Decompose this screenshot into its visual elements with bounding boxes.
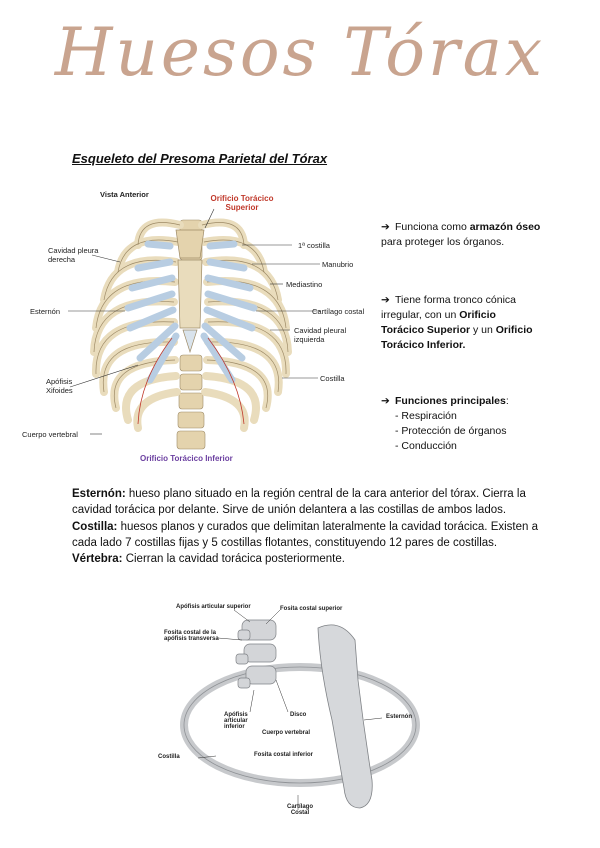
superior-articular-process-label: Apófisis articular superior xyxy=(176,604,251,610)
right-pleural-cavity-label: Cavidad pleura derecha xyxy=(48,246,99,264)
mediastinum-label: Mediastino xyxy=(286,280,323,289)
rib-articulation-figure xyxy=(150,600,450,825)
function-item: - Protección de órganos xyxy=(395,425,507,437)
xiphoid-process-label: Apófisis Xifoides xyxy=(46,377,73,395)
point-funciones: ➔ Funciones principales: - Respiración - Protección de órganos - Conducción xyxy=(381,394,541,454)
transverse-costal-facet-label: Fosita costal de la apófisis transversa xyxy=(164,630,219,642)
rib-label: Costilla xyxy=(158,754,180,760)
disc-label: Disco xyxy=(290,712,307,718)
inferior-articular-process-label: Apófisis articular inferior xyxy=(224,712,248,730)
rib-ring xyxy=(184,667,416,783)
sternum-definition: Esternón: hueso plano situado en la región central de la cara anterior del tórax. Cierra la cavidad torácica por delante. Sirve de unión delantera a las costillas de ambos lados. xyxy=(72,488,526,517)
inferior-aperture-label: Orificio Torácico Inferior xyxy=(140,454,233,463)
vertebral-body-label: Cuerpo vertebral xyxy=(262,730,311,736)
point-forma: ➔ Tiene forma tronco cónica irregular, con un Orificio Torácico Superior y un Orificio Torácico Inferior. xyxy=(381,294,533,351)
manubrium-label: Manubrio xyxy=(322,260,354,269)
arrow-icon: ➔ xyxy=(381,395,390,407)
section-subtitle: Esqueleto del Presoma Parietal del Tórax xyxy=(72,151,328,166)
definitions-text xyxy=(72,486,542,567)
figure-view-label: Vista Anterior xyxy=(100,190,149,199)
superior-aperture-label: Orificio Torácico Superior xyxy=(210,194,274,212)
vertebral-body-label: Cuerpo vertebral xyxy=(22,430,78,439)
point-armazon: ➔ Funciona como armazón óseo para proteger los órganos. xyxy=(381,221,541,248)
arrow-icon: ➔ xyxy=(381,294,390,306)
arrow-icon: ➔ xyxy=(381,221,390,233)
first-rib-label: 1ª costilla xyxy=(298,241,330,250)
left-pleural-cavity-label: Cavidad pleural izquierda xyxy=(294,326,347,344)
vertebra-definition: Vértebra: Cierran la cavidad torácica posteriormente. xyxy=(72,553,345,566)
rib-label: Costilla xyxy=(320,374,345,383)
inferior-costal-facet-label: Fosita costal inferior xyxy=(254,752,314,758)
function-item: - Conducción xyxy=(395,440,457,452)
vertebrae xyxy=(236,620,276,688)
rib-definition: Costilla: huesos planos y curados que delimitan lateralmente la cavidad torácica. Existen a cada lado 7 costillas fijas y 5 costillas flotantes, constituyendo 12 pares de costillas. xyxy=(72,520,539,549)
thoracic-cage-figure xyxy=(20,180,365,470)
sternum-label: Esternón xyxy=(386,714,413,720)
function-item: - Respiración xyxy=(395,410,457,422)
thoracic-cage-illustration xyxy=(20,180,360,470)
costal-cartilage-label: Cartílago costal xyxy=(312,307,365,316)
superior-costal-facet-label: Fosita costal superior xyxy=(280,606,343,612)
page-title: Huesos Tórax xyxy=(54,14,546,91)
costal-cartilage-label: Cartílago Costal xyxy=(286,804,313,816)
sternum-label: Esternón xyxy=(30,307,61,316)
